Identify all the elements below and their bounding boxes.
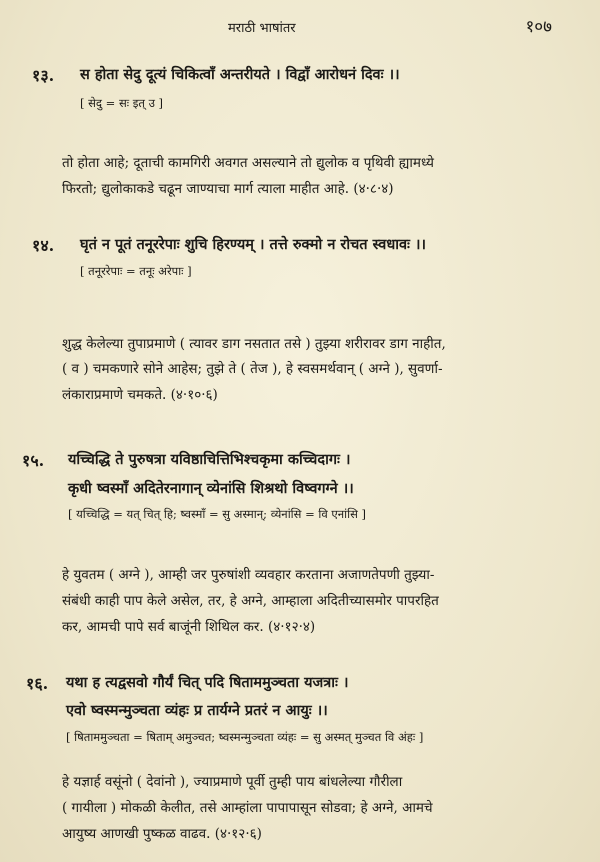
running-title: मराठी भाषांतर — [228, 21, 296, 36]
page-number: १०७ — [525, 17, 552, 37]
translation-line: ( गायीला ) मोकळी केलीत, तसे आम्हांला पापापासून सोडवा; हे अग्ने, आमचे — [62, 800, 433, 816]
translation-line: हे यज्ञार्ह वसूंनो ( देवांनो ), ज्याप्रमाणे पूर्वी तुम्ही पाय बांधलेल्या गौरीला — [62, 774, 403, 790]
page-header — [0, 12, 600, 40]
verse-number: १५. — [22, 451, 45, 470]
translation-line: तो होता आहे; दूताची कामगिरी अवगत असल्याने तो द्युलोक व पृथिवी ह्यामध्ये — [62, 155, 434, 171]
translation-line: हे युवतम ( अग्ने ), आम्ही जर पुरुषांशी व्यवहार करताना अजाणतेपणी तुझ्या- — [62, 567, 435, 583]
verse-line: यथा ह त्यद्वसवो गौर्यं चित् पदि षिताममुञ्चता यजत्राः । — [66, 674, 349, 691]
translation-line: ( व ) चमकणारे सोने आहेस; तुझे ते ( तेज ), हे स्वसमर्थवान् ( अग्ने ), सुवर्णा- — [62, 361, 443, 377]
translation-line: आयुष्य आणखी पुष्कळ वाढव. (४·१२·६) — [62, 826, 262, 842]
verse-line: घृतं न पूतं तनूररेपाः शुचि हिरण्यम् । तत्ते रुक्मो न रोचत स्वधावः ।। — [80, 236, 427, 253]
verse-line: स होता सेदु दूत्यं चिकित्वाँ अन्तरीयते । विद्वाँ आरोधनं दिवः ।। — [80, 66, 400, 83]
gloss: [ यच्चिद्धि = यत् चित् हि; ष्वस्माँ = सु अस्मान्; व्येनांसि = वि एनांसि ] — [68, 507, 367, 521]
gloss: [ षिताममुञ्चता = षिताम् अमुञ्चत; ष्वस्मन्मुञ्चता व्यंहः = सु अस्मत् मुञ्चत वि अंहः ] — [66, 730, 424, 744]
translation-line: लंकाराप्रमाणे चमकते. (४·१०·६) — [62, 387, 218, 403]
verse-number: १६. — [26, 674, 49, 693]
translation-line: संबंधी काही पाप केले असेल, तर, हे अग्ने, आम्हाला अदितीच्यासमोर पापरहित — [62, 593, 439, 609]
verse-number: १४. — [32, 236, 55, 255]
verse-line: यच्चिद्धि ते पुरुषत्रा यविष्ठाचित्तिभिश्चकृमा कच्चिदागः । — [68, 451, 351, 468]
translation-line: कर, आमची पापे सर्व बाजूंनी शिथिल कर. (४·१२·४) — [62, 619, 316, 635]
verse-number: १३. — [32, 66, 55, 85]
gloss: [ सेदु = सः इत् उ ] — [80, 96, 164, 110]
translation-line: फिरतो; द्युलोकाकडे चढून जाण्याचा मार्ग त्याला माहीत आहे. (४·८·४) — [62, 181, 394, 197]
verse-line: एवो ष्वस्मन्मुञ्चता व्यंहः प्र तार्यग्ने प्रतरं न आयुः ।। — [66, 702, 328, 719]
gloss: [ तनूररेपाः = तनूः अरेपाः ] — [80, 264, 192, 278]
verse-line: कृधी ष्वस्माँ अदितेरनागान् व्येनांसि शिश्रथो विष्वगग्ने ।। — [68, 480, 354, 497]
translation-line: शुद्ध केलेल्या तुपाप्रमाणे ( त्यावर डाग नसतात तसे ) तुझ्या शरीरावर डाग नाहीत, — [62, 336, 446, 352]
